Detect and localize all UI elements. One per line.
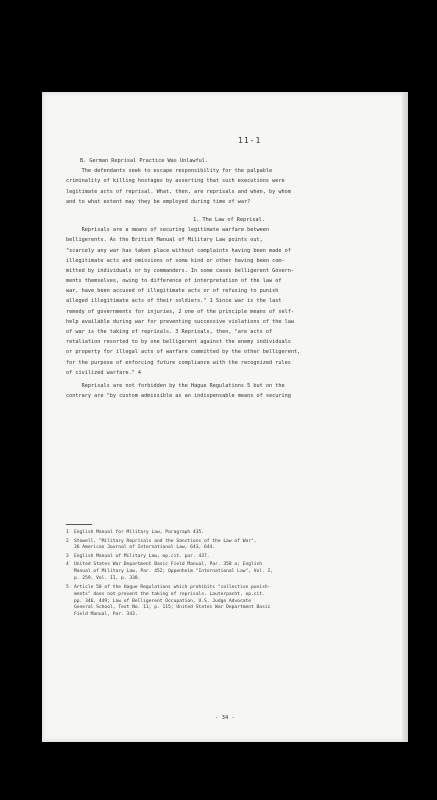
subheading: 1. The Law of Reprisal. bbox=[193, 216, 265, 223]
text-line: criminality of killing hostages by asserting that such executions were bbox=[66, 178, 285, 185]
footnotes bbox=[66, 530, 392, 621]
text-line: retaliation resorted to by one belligerent against the enemy individuals bbox=[66, 339, 291, 346]
footnote-rule bbox=[66, 524, 92, 525]
text-line: help available during war for preventing successive violations of the law bbox=[66, 318, 294, 325]
text-line: and to what extent may they be employed during time of war? bbox=[66, 198, 251, 205]
footnote-text: Field Manual, Par. 343. bbox=[74, 612, 138, 618]
footnote-text: Stowell, "Military Reprisals and the Sanctions of the Law of War", bbox=[74, 538, 257, 544]
footnote-text: ments" does not prevent the taking of reprisals. Lauterpacht, op.cit. bbox=[74, 591, 265, 597]
text-line: of war is the taking of reprisals. 3 Reprisals, then, "are acts of bbox=[66, 329, 273, 335]
page-number: - 34 - bbox=[215, 715, 235, 721]
document-body bbox=[66, 156, 392, 401]
text-line: legitimate acts of reprisal. What, then, are reprisals and when, by whom bbox=[66, 188, 291, 195]
footnote-text: 36 American Journal of International Law, 643, 644. bbox=[74, 545, 216, 551]
footnote bbox=[66, 585, 392, 620]
text-line: "scarcely any war has taken place without complaints having been made of bbox=[66, 247, 291, 254]
text-line: contrary are "by custom admissible as an indispensable means of securing bbox=[66, 393, 291, 400]
footnote-number: 1 bbox=[66, 530, 69, 535]
text-line: ments themselves, owing to difference of interpretation of the law of bbox=[66, 278, 282, 285]
paragraph-hague bbox=[66, 381, 392, 401]
text-line: Reprisals are a means of securing legitimate warfare between bbox=[66, 227, 270, 234]
footnote-text: English Manual for Military Law, Paragraph 435. bbox=[74, 530, 204, 535]
footnote-text: United States War Department Basic Field Manual, Par. 358 a; English bbox=[74, 562, 263, 568]
text-line: The defendants seek to escape responsibility for the palpable bbox=[66, 168, 273, 175]
page-edge-shadow bbox=[402, 92, 408, 742]
footnote-text: Article 50 of the Hague Regulations which prohibits "collective punish- bbox=[74, 584, 271, 590]
footnote-text: p. 259, Vol. II, p. 338. bbox=[74, 576, 141, 582]
text-line: illegitimate acts and omissions of some kind or other having been com- bbox=[66, 257, 285, 264]
paragraph-law-of-reprisal bbox=[66, 225, 392, 378]
footnote bbox=[66, 562, 392, 583]
text-line: remedy of governments for injuries, 2 one of the principle means of self- bbox=[66, 308, 294, 315]
footnote-text: pp. 346, 449; Law of Belligerent Occupation, U.S. Judge Advocate bbox=[74, 598, 252, 604]
footnote bbox=[66, 554, 392, 561]
text-line: of civilized warfare." 4 bbox=[66, 369, 141, 376]
text-line: belligerents. As the British Manual of Military Law points out, bbox=[66, 237, 263, 244]
document-page bbox=[42, 92, 408, 742]
text-line: Reprisals are not forbidden by the Hague Regulations 5 but on the bbox=[66, 382, 285, 389]
footnote-text: Manual of Military Law, Par. 452; Oppenheim "International Law", Vol. I, bbox=[74, 569, 274, 575]
text-line: for the purpose of enforcing future compliance with the recognized rules bbox=[66, 359, 291, 366]
footnote-number: 4 bbox=[66, 562, 69, 568]
text-line: war, have been accused of illegitimate acts or of refusing to punish bbox=[66, 288, 279, 295]
header-mark: 11-1 bbox=[238, 136, 262, 145]
text-line: mitted by individuals or by commanders. In some cases belligerent Govern- bbox=[66, 267, 294, 274]
footnote-number: 3 bbox=[66, 553, 69, 559]
footnote-text: General School, Text No. 11, p. 115; United States War Department Basic bbox=[74, 605, 271, 611]
footnote bbox=[66, 539, 392, 553]
section-heading: B. German Reprisal Practice Was Unlawful. bbox=[80, 158, 209, 164]
text-line: or property for illegal acts of warfare committed by the other belligerent, bbox=[66, 349, 301, 356]
paragraph-intro bbox=[66, 166, 392, 207]
footnote bbox=[66, 530, 392, 537]
footnote-text: English Manual of Military Law, op.cit. par. 437. bbox=[74, 553, 210, 559]
footnote-number: 2 bbox=[66, 538, 69, 544]
footnote-number: 5 bbox=[66, 584, 69, 590]
text-line: alleged illegitimate acts of their soldiers." 1 Since war is the last bbox=[66, 298, 282, 305]
